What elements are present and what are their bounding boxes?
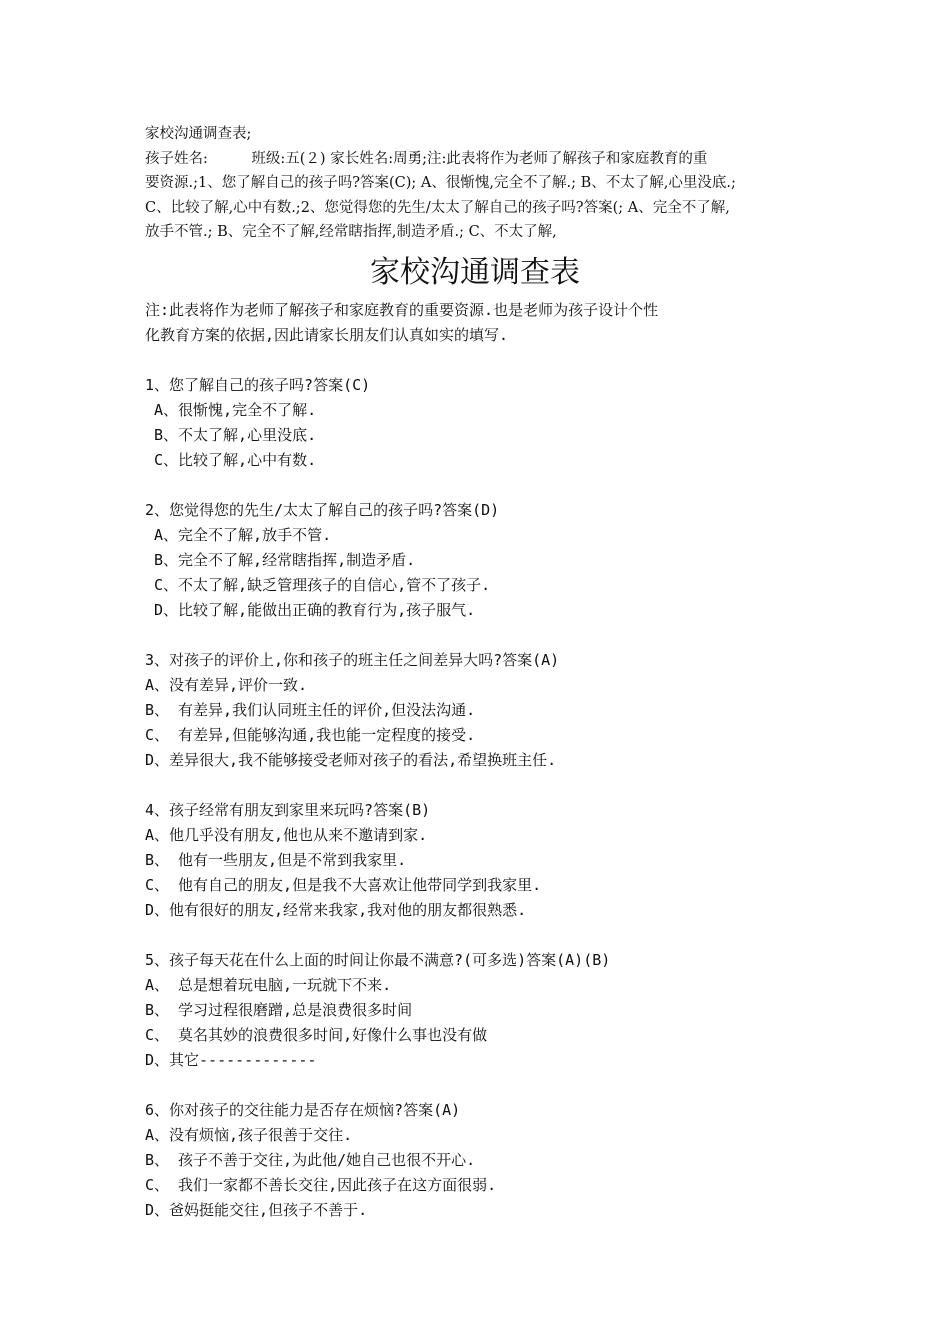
option-a: A、没有差异,评价一致.	[145, 676, 308, 694]
option-a: A、很惭愧,完全不了解.	[145, 401, 317, 419]
note-line: 化教育方案的依据,因此请家长朋友们认真如实的填写.	[145, 326, 509, 344]
spacer	[145, 473, 825, 498]
option-c: C、 他有自己的朋友,但是我不大喜欢让他带同学到我家里.	[145, 876, 542, 894]
option-c: C、比较了解,心中有数.	[145, 451, 317, 469]
note-line: 注:此表将作为老师了解孩子和家庭教育的重要资源.也是老师为孩子设计个性	[145, 301, 659, 319]
page-title: 家校沟通调查表	[370, 255, 580, 290]
spacer	[145, 623, 825, 648]
option-b: B、 学习过程很磨蹭,总是浪费很多时间	[145, 1001, 413, 1019]
question-text: 4、孩子经常有朋友到家里来玩吗?答案(B)	[145, 801, 431, 819]
option-c: C、 我们一家都不善长交往,因此孩子在这方面很弱.	[145, 1176, 497, 1194]
spacer	[145, 1073, 825, 1098]
option-c: C、不太了解,缺乏管理孩子的自信心,管不了孩子.	[145, 576, 491, 594]
spacer	[145, 773, 825, 798]
option-b: B、不太了解,心里没底.	[145, 426, 317, 444]
option-c: C、 有差异,但能够沟通,我也能一定程度的接受.	[145, 726, 476, 744]
question-text: 2、您觉得您的先生/太太了解自己的孩子吗?答案(D)	[145, 501, 500, 519]
question-block-5	[145, 948, 825, 1073]
option-c: C、 莫名其妙的浪费很多时间,好像什么事也没有做	[145, 1026, 488, 1044]
question-text: 6、你对孩子的交往能力是否存在烦恼?答案(A)	[145, 1101, 461, 1119]
option-b: B、完全不了解,经常瞎指挥,制造矛盾.	[145, 551, 416, 569]
option-a: A、没有烦恼,孩子很善于交往.	[145, 1126, 353, 1144]
option-a: A、他几乎没有朋友,他也从来不邀请到家.	[145, 826, 428, 844]
question-text: 5、孩子每天花在什么上面的时间让你最不满意?(可多选)答案(A)(B)	[145, 951, 611, 969]
summary-block	[145, 122, 825, 245]
question-block-4	[145, 798, 825, 923]
question-block-3	[145, 648, 825, 773]
option-d: D、他有很好的朋友,经常来我家,我对他的朋友都很熟悉.	[145, 901, 527, 919]
option-d: D、差异很大,我不能够接受老师对孩子的看法,希望换班主任.	[145, 751, 557, 769]
summary-line: 孩子姓名: 班级:五(２) 家长姓名:周勇;注:此表将作为老师了解孩子和家庭教育的重	[145, 150, 708, 167]
summary-line: 要资源.;1、您了解自己的孩子吗?答案(C); A、很惭愧,完全不了解.; B、不太了解,心里没底.;	[145, 175, 736, 191]
option-a: A、完全不了解,放手不管.	[145, 526, 332, 544]
question-block-2	[145, 498, 825, 623]
option-d: D、比较了解,能做出正确的教育行为,孩子服气.	[145, 601, 476, 619]
summary-line: 放手不管.; B、完全不了解,经常瞎指挥,制造矛盾.; C、不太了解,	[145, 224, 557, 240]
survey-body	[145, 298, 825, 1223]
option-d: D、爸妈挺能交往,但孩子不善于.	[145, 1201, 368, 1219]
question-block-6	[145, 1098, 825, 1223]
spacer	[145, 348, 825, 373]
option-b: B、 有差异,我们认同班主任的评价,但没法沟通.	[145, 701, 476, 719]
spacer	[145, 923, 825, 948]
option-a: A、 总是想着玩电脑,一玩就下不来.	[145, 976, 392, 994]
question-text: 3、对孩子的评价上,你和孩子的班主任之间差异大吗?答案(A)	[145, 651, 560, 669]
summary-line: 家校沟通调查表;	[145, 126, 252, 142]
option-d: D、其它-------------	[145, 1051, 317, 1069]
question-block-1	[145, 373, 825, 473]
option-b: B、 孩子不善于交往,为此他/她自己也很不开心.	[145, 1151, 476, 1169]
summary-line: C、比较了解,心中有数.;2、您觉得您的先生/太太了解自己的孩子吗?答案(; A、完全不了解,	[145, 199, 730, 216]
option-b: B、 他有一些朋友,但是不常到我家里.	[145, 851, 407, 869]
question-text: 1、您了解自己的孩子吗?答案(C)	[145, 376, 371, 394]
